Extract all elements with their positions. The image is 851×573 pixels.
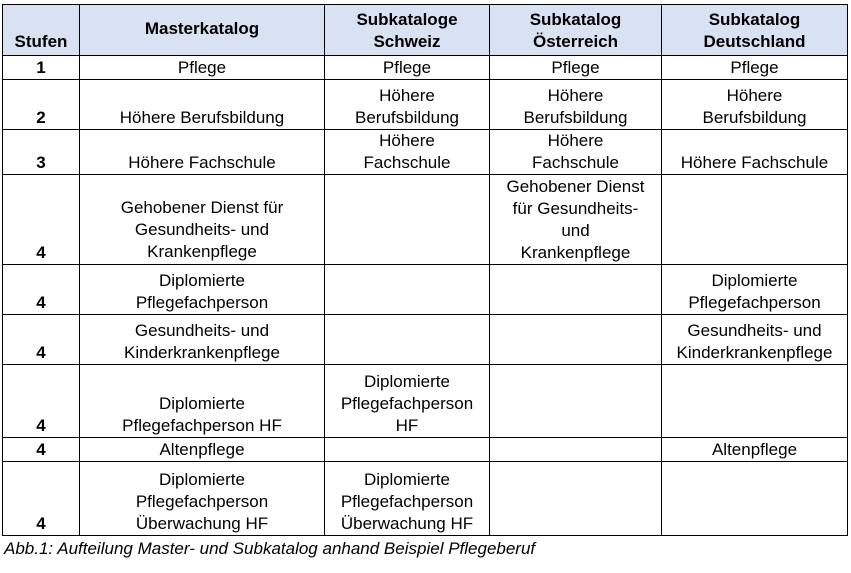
header-stufen: Stufen [3, 5, 80, 56]
oesterreich-cell: Pflege [490, 56, 662, 80]
table-row [3, 80, 848, 130]
schweiz-cell: Diplomierte Pflegefachperson HF [325, 365, 490, 438]
catalog-table [2, 4, 848, 536]
table-row [3, 315, 848, 365]
oesterreich-cell [490, 365, 662, 438]
figure-caption: Abb.1: Aufteilung Master- und Subkatalog anhand Beispiel Pflegeberuf [4, 539, 536, 558]
master-cell: Höhere Fachschule [80, 130, 325, 175]
deutschland-cell: Diplomierte Pflegefachperson [662, 265, 848, 315]
table-body [3, 56, 848, 536]
master-cell: Altenpflege [80, 438, 325, 462]
stufe-cell: 4 [3, 265, 80, 315]
schweiz-cell: Pflege [325, 56, 490, 80]
deutschland-cell: Höhere Berufsbildung [662, 80, 848, 130]
table-row [3, 56, 848, 80]
oesterreich-cell: Höhere Fachschule [490, 130, 662, 175]
oesterreich-cell [490, 462, 662, 536]
table-row [3, 265, 848, 315]
master-cell: Gehobener Dienst für Gesundheits- und Krankenpflege [80, 175, 325, 265]
header-subkatalog-schweiz: Subkataloge Schweiz [325, 5, 490, 56]
master-cell: Pflege [80, 56, 325, 80]
table-row [3, 365, 848, 438]
stufe-cell: 1 [3, 56, 80, 80]
oesterreich-cell [490, 265, 662, 315]
oesterreich-cell: Gehobener Dienst für Gesundheits- und Krankenpflege [490, 175, 662, 265]
schweiz-cell [325, 438, 490, 462]
table-row [3, 130, 848, 175]
master-cell: Höhere Berufsbildung [80, 80, 325, 130]
schweiz-cell: Höhere Berufsbildung [325, 80, 490, 130]
schweiz-cell [325, 175, 490, 265]
master-cell: Diplomierte Pflegefachperson Überwachung HF [80, 462, 325, 536]
stufe-cell: 4 [3, 175, 80, 265]
header-masterkatalog: Masterkatalog [80, 5, 325, 56]
table-row [3, 438, 848, 462]
table-row [3, 175, 848, 265]
schweiz-cell [325, 315, 490, 365]
deutschland-cell: Höhere Fachschule [662, 130, 848, 175]
stufe-cell: 4 [3, 365, 80, 438]
deutschland-cell: Gesundheits- und Kinderkrankenpflege [662, 315, 848, 365]
oesterreich-cell [490, 438, 662, 462]
stufe-cell: 4 [3, 438, 80, 462]
header-subkatalog-deutschland: Subkatalog Deutschland [662, 5, 848, 56]
schweiz-cell [325, 265, 490, 315]
deutschland-cell: Pflege [662, 56, 848, 80]
schweiz-cell: Höhere Fachschule [325, 130, 490, 175]
deutschland-cell [662, 175, 848, 265]
schweiz-cell: Diplomierte Pflegefachperson Überwachung HF [325, 462, 490, 536]
master-cell: Diplomierte Pflegefachperson HF [80, 365, 325, 438]
deutschland-cell [662, 462, 848, 536]
deutschland-cell [662, 365, 848, 438]
stufe-cell: 4 [3, 462, 80, 536]
oesterreich-cell [490, 315, 662, 365]
deutschland-cell: Altenpflege [662, 438, 848, 462]
master-cell: Gesundheits- und Kinderkrankenpflege [80, 315, 325, 365]
master-cell: Diplomierte Pflegefachperson [80, 265, 325, 315]
header-row [3, 5, 848, 56]
oesterreich-cell: Höhere Berufsbildung [490, 80, 662, 130]
stufe-cell: 2 [3, 80, 80, 130]
header-subkatalog-oesterreich: Subkatalog Österreich [490, 5, 662, 56]
stufe-cell: 3 [3, 130, 80, 175]
stufe-cell: 4 [3, 315, 80, 365]
table-header [3, 5, 848, 56]
table-row [3, 462, 848, 536]
